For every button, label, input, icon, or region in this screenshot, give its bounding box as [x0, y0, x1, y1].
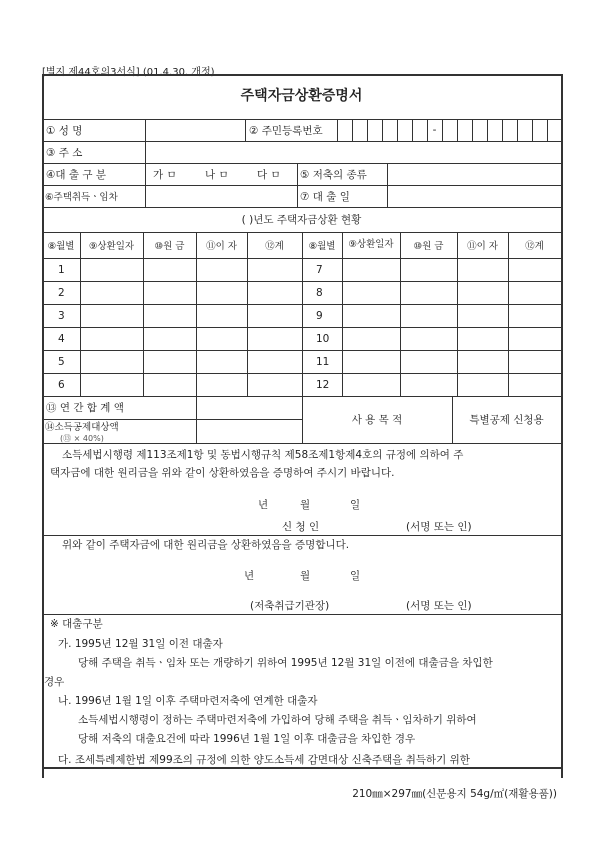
label-purpose: 사 용 목 적: [351, 414, 403, 426]
request-line-1: 소득세법시행령 제113조제1항 및 동법시행규칙 제58조제1항제4호의 규정에 의하여 주: [62, 449, 464, 461]
col-interest-r: ⑪이 자: [467, 241, 498, 252]
month-10: 10: [316, 332, 330, 345]
label-loan-type: ④대 출 구 분: [46, 168, 106, 181]
date-year: 년: [258, 499, 269, 511]
notes-heading: ※ 대출구분: [50, 618, 103, 630]
col-total-r: ⑫계: [525, 241, 544, 252]
frame-right: [561, 74, 563, 778]
label-deduction-sub: (⑬ × 40%): [60, 433, 104, 443]
month-5: 5: [58, 355, 65, 368]
request-line-2: 택자금에 대한 원리금을 위와 같이 상환하였음을 증명하여 주시기 바랍니다.: [50, 467, 395, 479]
date-month: 월: [300, 499, 311, 511]
frame-top: [42, 74, 563, 76]
status-title: ( )년도 주택자금상환 현황: [241, 214, 362, 226]
cert-day: 일: [350, 570, 361, 582]
col-interest: ⑪이 자: [206, 241, 237, 252]
month-6: 6: [58, 378, 65, 391]
cert-month: 월: [300, 570, 311, 582]
note-da: 다. 조세특례제한법 제99조의 규정에 의한 양도소득세 감면대상 신축주택을 취득하기 위한: [58, 754, 470, 766]
label-address: ③ 주 소: [46, 146, 83, 159]
month-2: 2: [58, 286, 65, 299]
note-ga-desc-2: 경우: [44, 676, 65, 688]
label-deduction: ⑭소득공제대상액: [45, 422, 119, 433]
label-loan-date: ⑦ 대 출 일: [300, 190, 350, 203]
frame-bottom: [42, 767, 563, 769]
col-date: ⑨상환일자: [88, 241, 135, 252]
month-4: 4: [58, 332, 65, 345]
col-date-r: ⑨상환일자: [348, 239, 394, 250]
col-principal: ⑩원 금: [154, 241, 185, 252]
paper-spec: 210㎜×297㎜(신문용지 54g/㎡(재활용품)): [352, 788, 557, 800]
cert-year: 년: [244, 570, 255, 582]
loan-option-ga[interactable]: 가 ㅁ: [153, 168, 177, 181]
label-rrn: ② 주민등록번호: [249, 124, 323, 137]
label-savings-type: ⑤ 저축의 종류: [300, 168, 367, 181]
note-ga-desc-1: 당해 주택을 취득ㆍ임차 또는 개량하기 위하여 1995년 12월 31일 이전에 대출금을 차입한: [78, 657, 493, 669]
loan-option-da[interactable]: 다 ㅁ: [257, 168, 281, 181]
month-1: 1: [58, 263, 65, 276]
month-7: 7: [316, 263, 323, 276]
month-3: 3: [58, 309, 65, 322]
sign-label: (서명 또는 인): [406, 521, 472, 533]
label-name: ① 성 명: [46, 124, 83, 137]
cert-text: 위와 같이 주택자금에 대한 원리금을 상환하였음을 증명합니다.: [62, 539, 350, 551]
name-input[interactable]: [147, 121, 243, 139]
label-annual-total: ⑬ 연 간 합 계 액: [46, 402, 124, 414]
month-12: 12: [316, 378, 330, 391]
institution-label: (저축취급기관장): [250, 600, 330, 612]
rrn-dash: -: [432, 124, 437, 136]
note-na: 나. 1996년 1월 1일 이후 주택마련저축에 연계한 대출자: [58, 695, 318, 707]
sign2-label: (서명 또는 인): [406, 600, 472, 612]
month-11: 11: [316, 355, 330, 368]
col-month: ⑧월별: [47, 241, 75, 252]
applicant-label: 신 청 인: [282, 521, 320, 533]
address-input[interactable]: [147, 143, 559, 161]
label-special: 특별공제 신청용: [469, 414, 544, 426]
month-8: 8: [316, 286, 323, 299]
label-acquire: ⑥주택취득ㆍ임차: [45, 192, 118, 203]
form-number: [별지 제44호의3서식] (01.4.30. 개정): [42, 67, 215, 78]
col-principal-r: ⑩원 금: [413, 241, 444, 252]
page-title: 주택자금상환증명서: [240, 88, 363, 104]
loan-option-na[interactable]: 나 ㅁ: [205, 168, 229, 181]
note-ga: 가. 1995년 12월 31일 이전 대출자: [58, 638, 223, 650]
col-total: ⑫계: [265, 241, 284, 252]
col-month-r: ⑧월별: [308, 241, 336, 252]
month-9: 9: [316, 309, 323, 322]
note-na-desc-1: 소득세법시행령이 정하는 주택마련저축에 가입하여 당해 주택을 취득ㆍ임차하기 위하여: [78, 714, 477, 726]
note-na-desc-2: 당해 저축의 대출요건에 따라 1996년 1월 1일 이후 대출금을 차입한 경우: [78, 733, 416, 745]
date-day: 일: [350, 499, 361, 511]
